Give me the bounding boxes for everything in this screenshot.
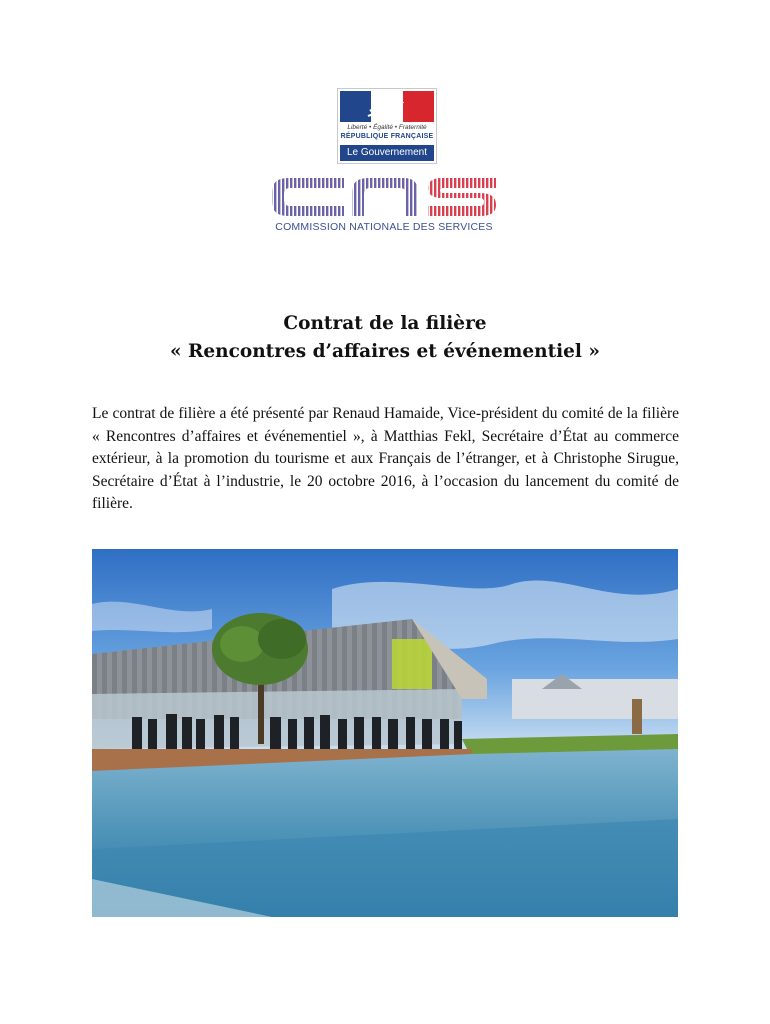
venue-photo <box>92 549 678 917</box>
gouvernement-logo <box>337 88 437 164</box>
gov-motto: Liberté • Égalité • Fraternité <box>347 124 427 131</box>
le-gouvernement-label: Le Gouvernement <box>340 145 434 161</box>
marianne-icon <box>340 91 434 122</box>
republique-francaise-label: RÉPUBLIQUE FRANÇAISE <box>340 133 434 140</box>
cns-subtitle: COMMISSION NATIONALE DES SERVICES <box>275 221 493 233</box>
document-title-line1: Contrat de la filière <box>283 313 487 334</box>
intro-paragraph: Le contrat de filière a été présenté par Renaud Hamaide, Vice-président du comité de la filière « Rencontres d’affaires et événementiel », à Matthias Fekl, Secrétaire d’État au commerce extérieur, à la promotion du tourisme et aux Français de l’étranger, et à Christophe Sirugue, Secrétaire d’État à l’industrie, le 20 octobre 2016, à l’occasion du lancement du comité de filière. <box>92 405 679 513</box>
document-title-line2: « Rencontres d’affaires et événementiel » <box>170 341 600 362</box>
